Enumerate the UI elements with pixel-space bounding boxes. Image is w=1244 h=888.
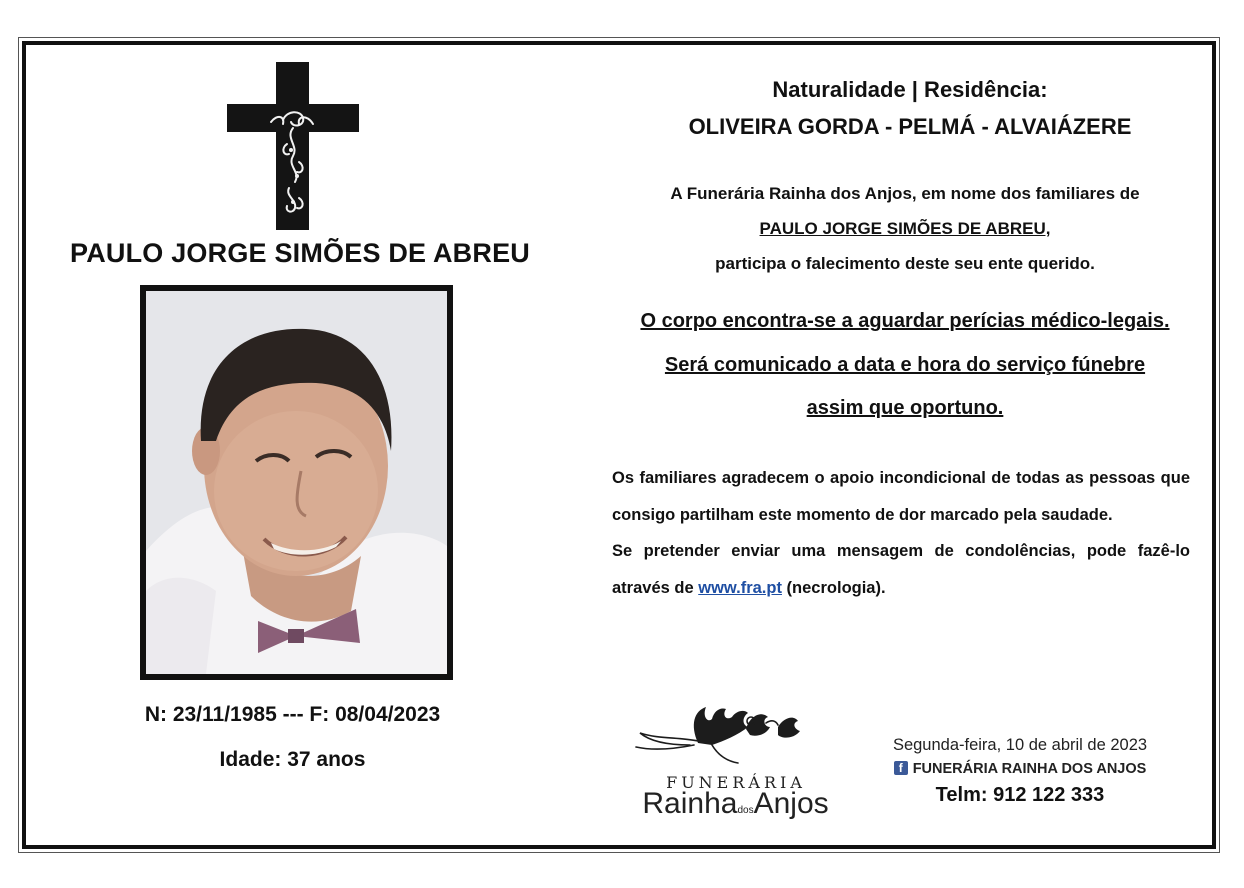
announcement-line-3: participa o falecimento deste seu ente querido. <box>715 254 1095 273</box>
deceased-name: PAULO JORGE SIMÕES DE ABREU <box>70 238 530 268</box>
facebook-icon: f <box>894 761 908 775</box>
portrait-photo <box>146 291 447 674</box>
notice-line-1: O corpo encontra-se a aguardar perícias médico-legais. <box>640 310 1170 332</box>
publication-date: Segunda-feira, 10 de abril de 2023 <box>892 736 1148 754</box>
facebook-page-name: FUNERÁRIA RAINHA DOS ANJOS <box>912 761 1147 777</box>
condolences-paragraph <box>612 533 1190 606</box>
notice-line-2: Será comunicado a data e hora do serviço fúnebre <box>664 353 1146 376</box>
phone-number: Telm: 912 122 333 <box>935 784 1105 806</box>
funeraria-logo-bird-icon <box>628 705 843 775</box>
announcement-line-1: A Funerária Rainha dos Anjos, em nome dos familiares de <box>670 184 1140 203</box>
announcement-name: PAULO JORGE SIMÕES DE ABREU, <box>759 219 1051 238</box>
birth-death-dates: N: 23/11/1985 --- F: 08/04/2023 <box>144 703 441 726</box>
notice <box>585 300 1225 431</box>
notice-line-3: assim que oportuno. <box>806 397 1004 419</box>
announcement <box>585 176 1225 281</box>
residence-value: OLIVEIRA GORDA - PELMÁ - ALVAIÁZERE <box>688 114 1132 139</box>
fra-link[interactable]: www.fra.pt <box>698 578 782 597</box>
facebook-line[interactable] <box>860 761 1180 777</box>
age: Idade: 37 anos <box>219 748 366 771</box>
logo-wordmark-top: FUNERÁRIA <box>666 773 806 792</box>
condolences-suffix: (necrologia). <box>781 578 886 597</box>
logo-word-rainha: Rainha <box>642 787 738 820</box>
photo-frame <box>140 285 453 680</box>
cross-icon <box>227 62 359 230</box>
thanks-text <box>612 460 1190 606</box>
logo-word-anjos: Anjos <box>753 787 829 820</box>
condolences-text: Se pretender enviar uma mensagem de condolências, pode fazê-lo através de <box>612 542 1190 597</box>
residence-label: Naturalidade | Residência: <box>772 77 1048 102</box>
thanks-paragraph: Os familiares agradecem o apoio incondicional de todas as pessoas que consigo partilham este momento de dor marcado pela saudade. <box>612 469 1190 524</box>
portrait-illustration <box>146 291 447 674</box>
logo-word-dos: dos <box>737 805 754 816</box>
logo-wordmark <box>628 787 843 821</box>
